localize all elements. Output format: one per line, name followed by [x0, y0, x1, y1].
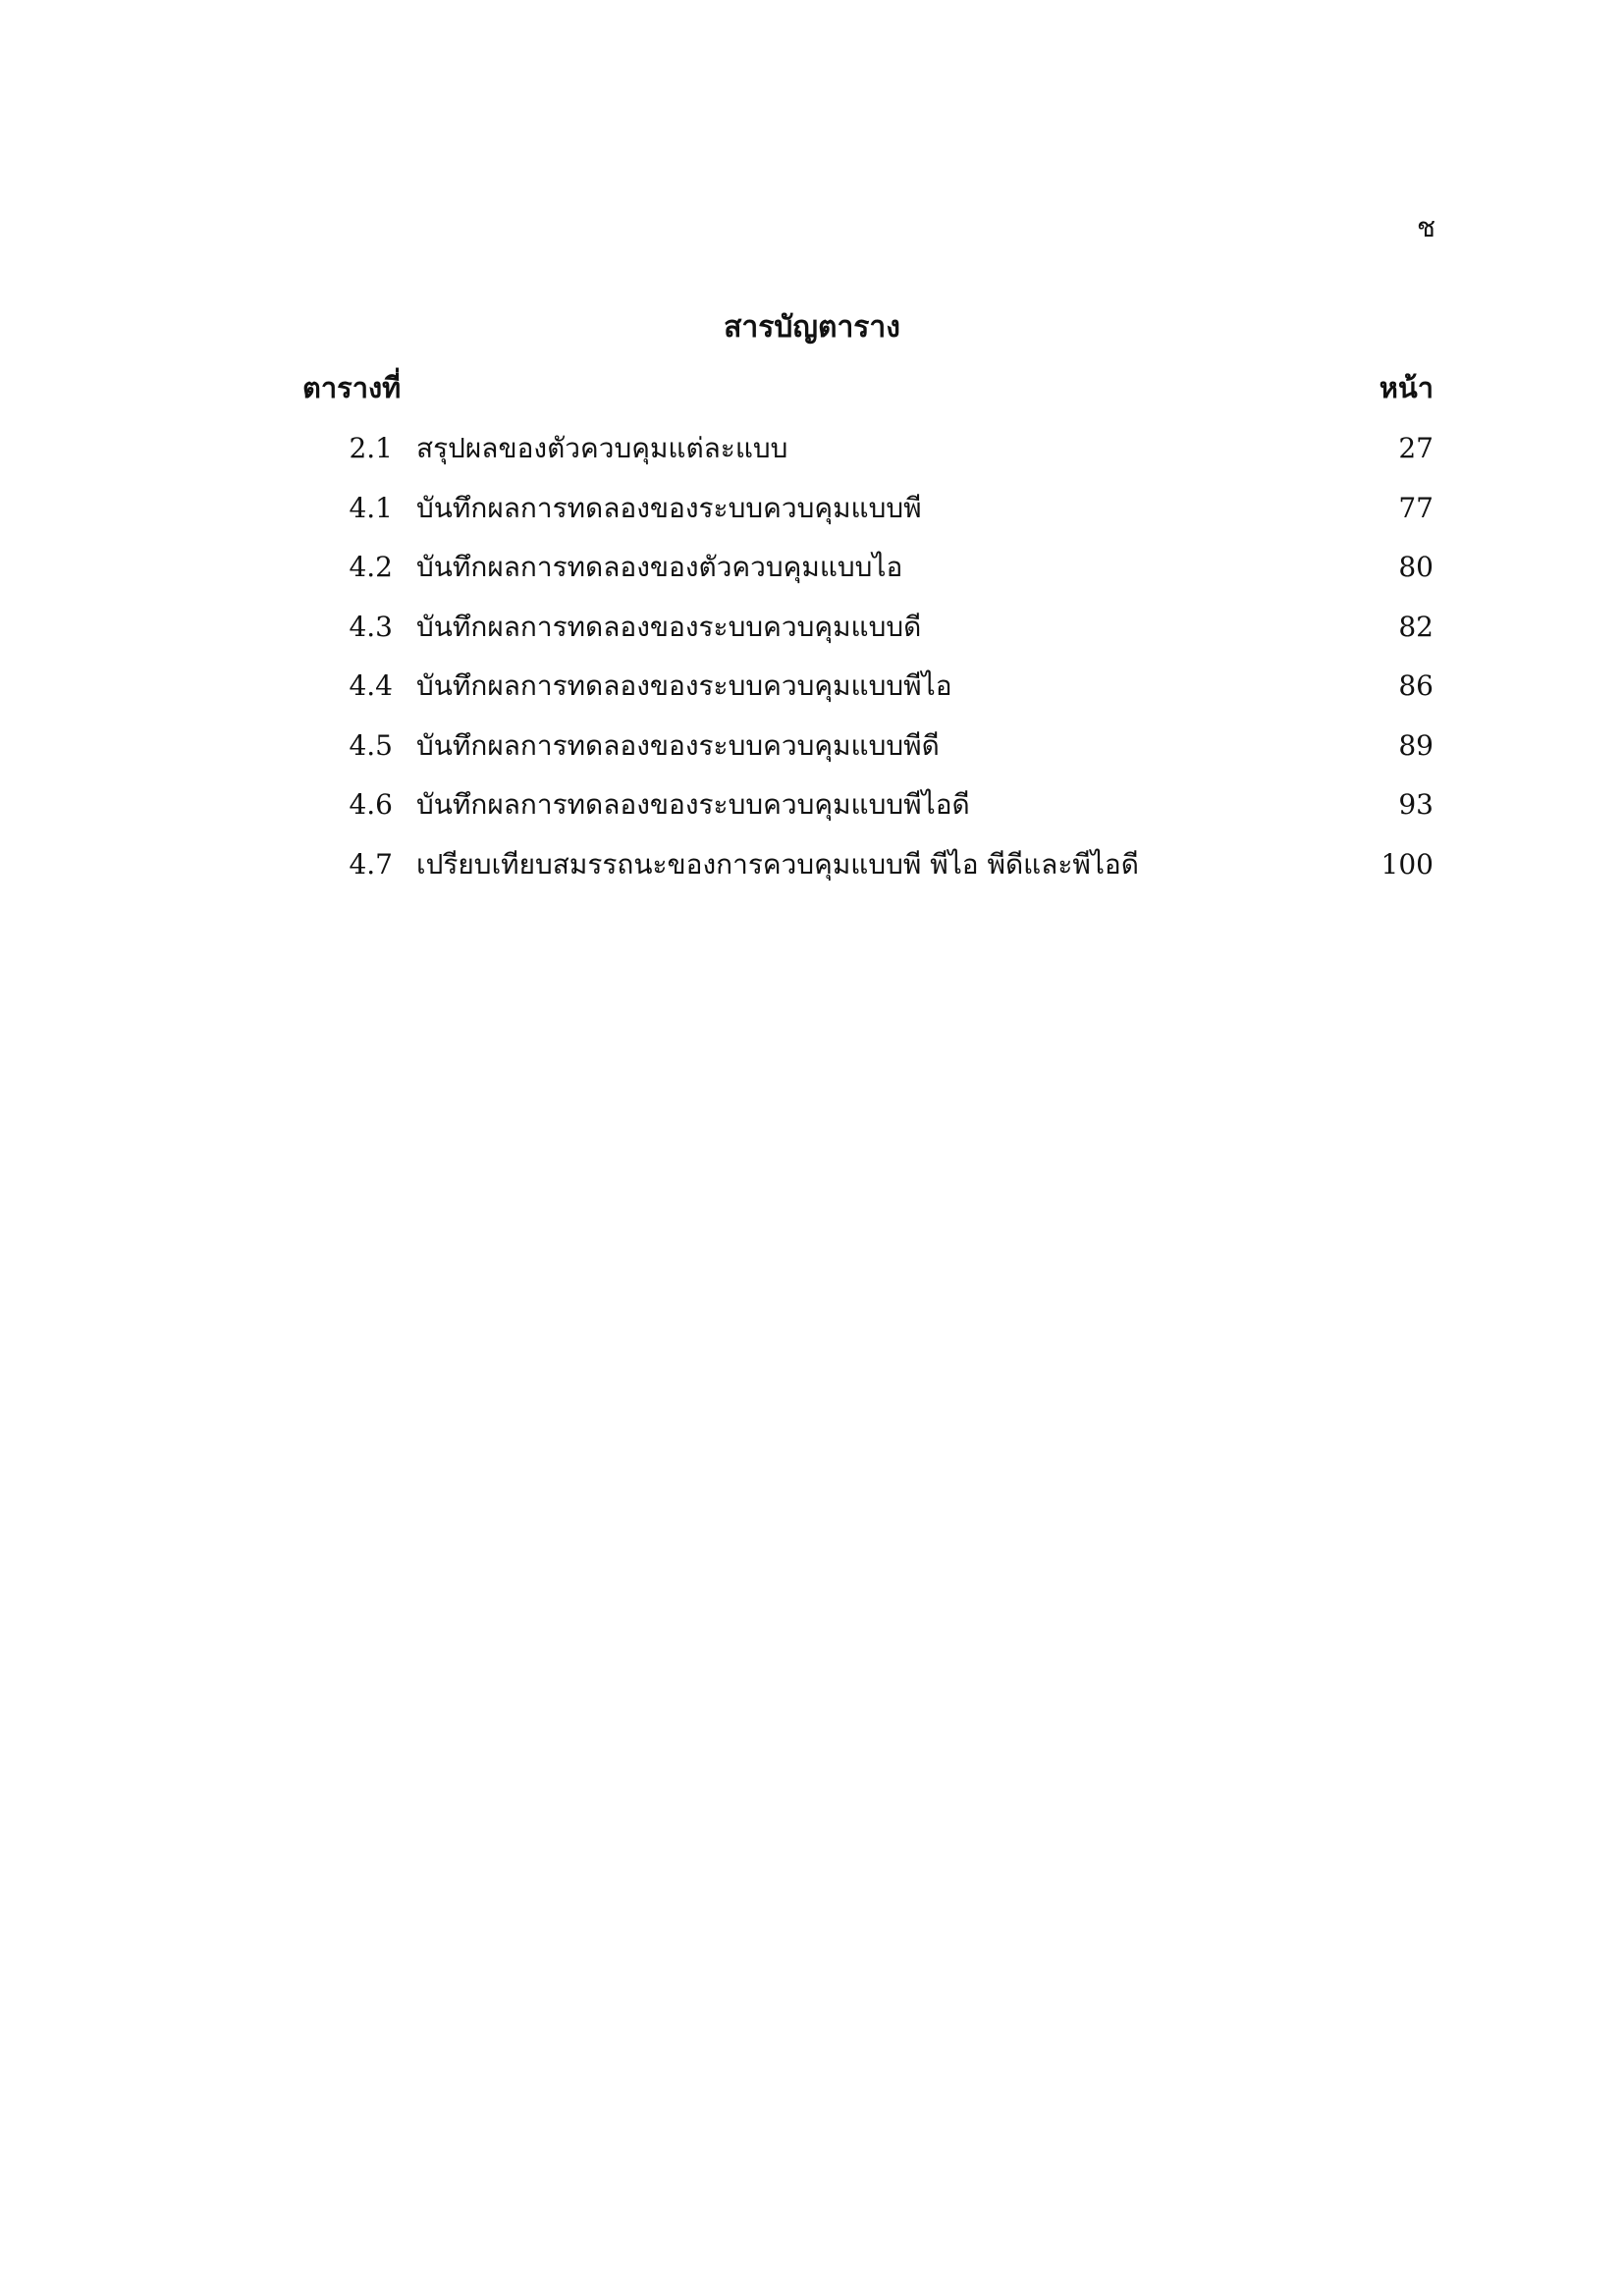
- toc-entry: [302, 664, 1434, 723]
- table-title: บันทึกผลการทดลองของระบบควบคุมแบบพีดี: [416, 728, 940, 762]
- table-number: 4.7: [349, 847, 393, 881]
- page-column-header: หน้า: [1379, 371, 1434, 404]
- toc-header-row: [302, 365, 1434, 410]
- toc-entry: [302, 723, 1434, 783]
- table-page: 27: [1398, 432, 1434, 464]
- document-title: สารบัญตาราง: [724, 310, 900, 345]
- table-page: 80: [1398, 551, 1434, 583]
- table-number: 4.2: [349, 551, 393, 583]
- toc-entry: [302, 545, 1434, 605]
- table-title: บันทึกผลการทดลองของระบบควบคุมแบบพี: [416, 491, 922, 524]
- table-page: 100: [1380, 847, 1434, 881]
- table-number: 2.1: [349, 432, 393, 464]
- table-number: 4.5: [349, 728, 393, 762]
- table-number: 4.1: [349, 491, 393, 524]
- table-title: บันทึกผลการทดลองของระบบควบคุมแบบพีไอ: [416, 669, 952, 702]
- table-page: 86: [1398, 669, 1434, 702]
- table-page: 77: [1398, 491, 1434, 524]
- table-title: สรุปผลของตัวควบคุมแต่ละแบบ: [416, 432, 788, 464]
- table-of-tables-list: [302, 426, 1434, 901]
- table-title: เปรียบเทียบสมรรถนะของการควบคุมแบบพี พีไอ พีดีและพีไอดี: [416, 847, 1139, 881]
- toc-entry: [302, 842, 1434, 902]
- page-number: ช: [1416, 211, 1435, 243]
- toc-entry: [302, 605, 1434, 665]
- table-title: บันทึกผลการทดลองของระบบควบคุมแบบพีไอดี: [416, 788, 970, 821]
- table-column-header: ตารางที่: [302, 371, 402, 404]
- toc-entry: [302, 426, 1434, 486]
- toc-entry: [302, 782, 1434, 842]
- table-title: บันทึกผลการทดลองของระบบควบคุมแบบดี: [416, 610, 922, 643]
- table-number: 4.6: [349, 788, 393, 821]
- table-number: 4.3: [349, 610, 393, 643]
- toc-entry: [302, 486, 1434, 546]
- table-number: 4.4: [349, 669, 393, 702]
- table-page: 82: [1398, 610, 1434, 643]
- table-page: 93: [1398, 788, 1434, 821]
- table-page: 89: [1398, 728, 1434, 762]
- table-title: บันทึกผลการทดลองของตัวควบคุมแบบไอ: [416, 551, 903, 583]
